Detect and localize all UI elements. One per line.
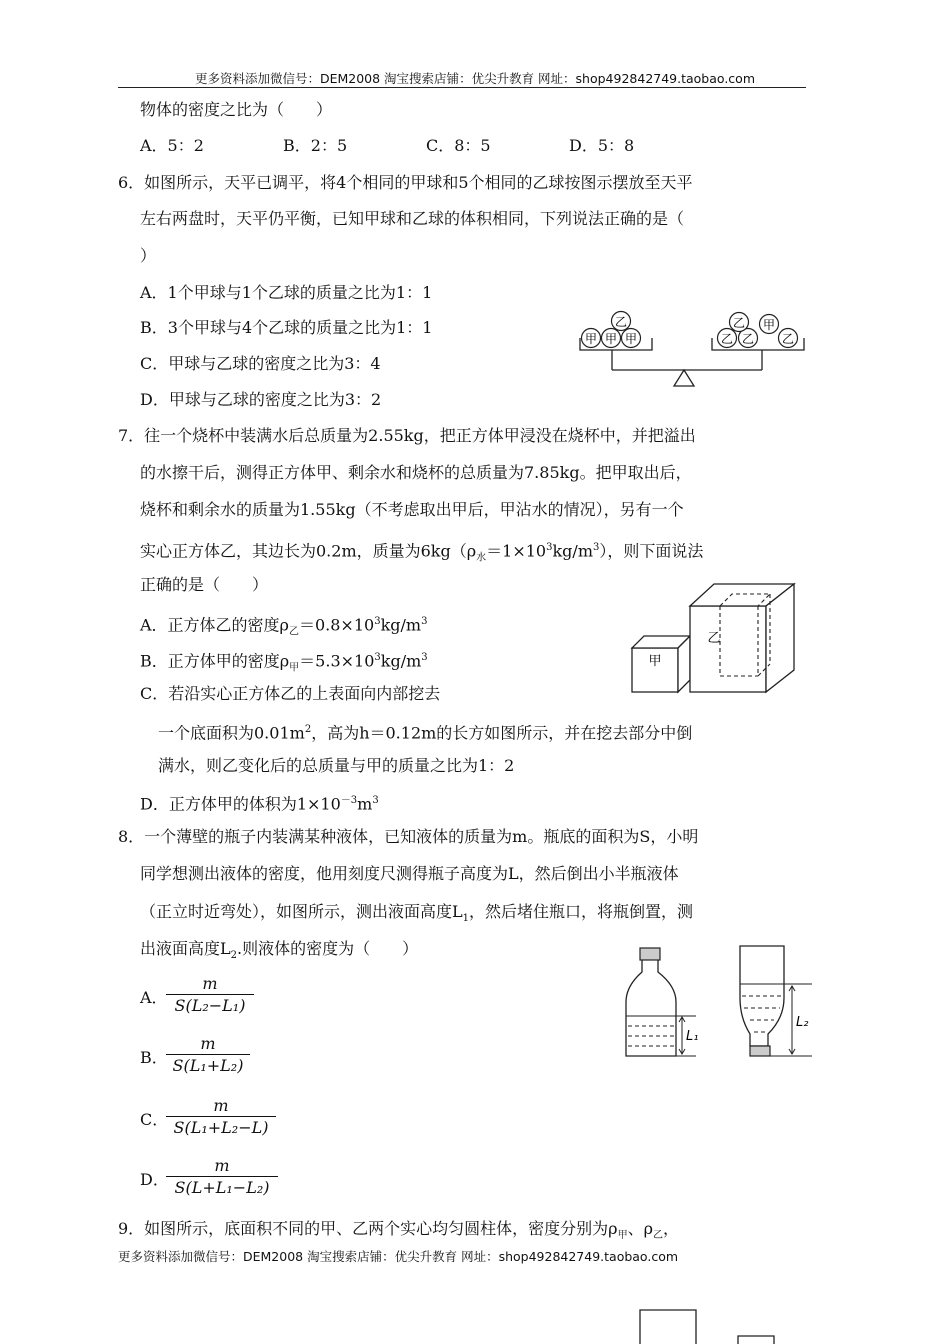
q6-line-3: ）: [140, 246, 157, 265]
q5-option-b: B．2：5: [283, 136, 348, 155]
balance-figure: [572, 308, 812, 392]
q9-line-1: 9．如图所示，底面积不同的甲、乙两个实心均匀圆柱体，密度分别为$\rho_甲$、$\rho_乙$，: [118, 1219, 680, 1242]
q7-option-c-line-1: C．若沿实心正方体乙的上表面向内部挖去: [140, 684, 441, 703]
cylinders-figure-partial: [636, 1306, 786, 1344]
page-footer: 更多资料添加微信号：DEM2008 淘宝搜索店铺：优尖升教育 网址：shop492842749.taobao.com: [118, 1249, 679, 1264]
q7-option-c-line-2: 一个底面积为$0.01m^2$，高为h＝0.12m的长方如图所示，并在挖去部分中倒: [158, 723, 693, 743]
svg-text:甲: 甲: [648, 654, 662, 669]
q7-line-2: 的水擦干后，测得正方体甲、剩余水和烧杯的总质量为7.85kg。把甲取出后，: [140, 463, 692, 482]
q7-option-a: A．正方体乙的密度$\rho_乙=0.8\times 10^3kg/m^3$: [140, 615, 428, 638]
q8-option-c-label: C．: [140, 1110, 169, 1129]
right-pan-balls: [718, 313, 798, 348]
q5-option-a: A．5：2: [140, 136, 204, 155]
q7-option-b: B．正方体甲的密度$\rho_甲=5.3\times 10^3kg/m^3$: [140, 651, 428, 674]
svg-text:甲: 甲: [584, 332, 598, 346]
header-divider: [118, 87, 806, 88]
left-pan-balls: [582, 312, 641, 348]
q8-option-a-label: A．: [140, 988, 168, 1007]
svg-text:乙: 乙: [781, 332, 795, 346]
q6-line-1: 6．如图所示，天平已调平，将4个相同的甲球和5个相同的乙球按图示摆放至天平: [118, 173, 693, 192]
q7-option-d: D．正方体甲的体积为$1\times 10^{-3}m^3$: [140, 794, 379, 814]
svg-text:乙: 乙: [707, 631, 721, 646]
q7-line-4: 实心正方体乙，其边长为0.2m，质量为$6kg(\rho_水=1\times 10^3kg/m^3)$，则下面说法: [140, 541, 704, 564]
q5-option-c: C．8：5: [426, 136, 491, 155]
q8-option-c-fraction: m S(L₁+L₂−L): [166, 1096, 276, 1139]
q8-option-d-label: D．: [140, 1170, 169, 1189]
q8-option-b-fraction: m S(L₁+L₂): [166, 1034, 250, 1077]
q8-option-b-label: B．: [140, 1048, 168, 1067]
svg-text:L₂: L₂: [796, 1015, 809, 1030]
q5-option-d: D．5：8: [569, 136, 635, 155]
svg-text:乙: 乙: [732, 316, 746, 330]
q7-line-5: 正确的是（ ）: [140, 575, 269, 594]
q8-line-2: 同学想测出液体的密度，他用刻度尺测得瓶子高度为L，然后倒出小半瓶液体: [140, 864, 679, 883]
cubes-figure: [628, 580, 800, 696]
q6-option-c: C．甲球与乙球的密度之比为3：4: [140, 354, 381, 373]
q8-line-3: （正立时近弯处），如图所示，测出液面高度$L_1$，然后堵住瓶口，将瓶倒置，测: [140, 902, 694, 925]
q7-line-3: 烧杯和剩余水的质量为1.55kg（不考虑取出甲后，甲沾水的情况），另有一个: [140, 500, 684, 519]
q6-option-d: D．甲球与乙球的密度之比为3：2: [140, 390, 382, 409]
q6-option-a: A．1个甲球与1个乙球的质量之比为1：1: [140, 283, 433, 302]
q8-option-a-fraction: m S(L₂−L₁): [166, 974, 254, 1017]
q8-option-d-fraction: m S(L+L₁−L₂): [166, 1156, 278, 1199]
q8-line-1: 8．一个薄壁的瓶子内装满某种液体，已知液体的质量为m。瓶底的面积为S，小明: [118, 827, 699, 846]
svg-text:乙: 乙: [741, 332, 755, 346]
svg-text:乙: 乙: [720, 332, 734, 346]
svg-text:甲: 甲: [604, 332, 618, 346]
svg-text:L₁: L₁: [686, 1029, 699, 1044]
page-header: 更多资料添加微信号：DEM2008 淘宝搜索店铺：优尖升教育 网址：shop492842749.taobao.com: [194, 71, 756, 86]
svg-text:乙: 乙: [614, 315, 628, 329]
svg-text:甲: 甲: [762, 318, 776, 332]
q7-option-c-line-3: 满水，则乙变化后的总质量与甲的质量之比为1：2: [158, 756, 515, 775]
bottle-figure: [620, 942, 816, 1062]
q6-option-b: B．3个甲球与4个乙球的质量之比为1：1: [140, 318, 433, 337]
q8-line-4: 出液面高度$L_2$.则液体的密度为（ ）: [140, 939, 419, 962]
q5-stem: 物体的密度之比为（ ）: [140, 100, 333, 119]
q7-line-1: 7．往一个烧杯中装满水后总质量为2.55kg，把正方体甲浸没在烧杯中，并把溢出: [118, 426, 696, 445]
q6-line-2: 左右两盘时，天平仍平衡，已知甲球和乙球的体积相同，下列说法正确的是（: [140, 209, 685, 228]
svg-text:甲: 甲: [624, 332, 638, 346]
